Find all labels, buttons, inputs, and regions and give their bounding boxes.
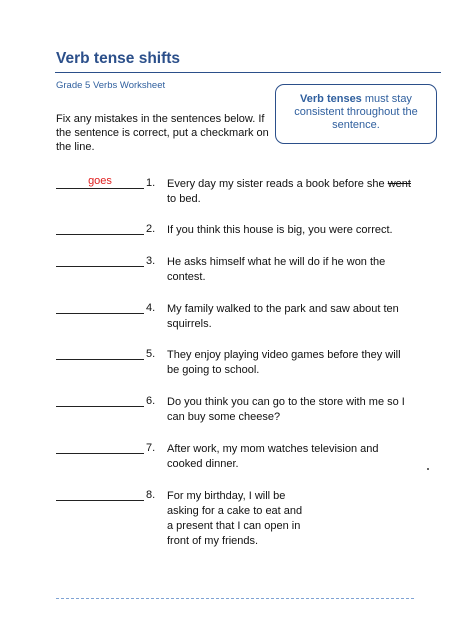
sentence-part: to bed.: [167, 193, 201, 205]
item-number: 1.: [146, 177, 156, 189]
tip-text: must stay consistent throughout the sentence.: [294, 93, 418, 131]
sentence-text: He asks himself what he will do if he won the contest.: [167, 256, 386, 283]
footer-divider: [56, 598, 414, 599]
tip-box: [275, 84, 437, 144]
item-number: 6.: [146, 395, 156, 407]
answer-line: [56, 453, 144, 454]
item-number: 4.: [146, 302, 156, 314]
answer-line: [56, 500, 144, 501]
answer-line: [56, 359, 144, 360]
stray-mark: [427, 468, 429, 470]
tip-bold-text: Verb tenses: [300, 93, 362, 105]
answer-line: [56, 313, 144, 314]
instructions-text: Fix any mistakes in the sentences below. If the sentence is correct, put a checkmark on the line.: [56, 113, 269, 153]
item-number: 8.: [146, 489, 156, 501]
item-number: 2.: [146, 223, 156, 235]
title-divider: [55, 72, 441, 73]
sentence-text: After work, my mom watches television and cooked dinner.: [167, 443, 379, 470]
item-number: 7.: [146, 442, 156, 454]
sentence-text: If you think this house is big, you were correct.: [167, 224, 393, 236]
answer-line: [56, 406, 144, 407]
sentence-text: My family walked to the park and saw about ten squirrels.: [167, 303, 399, 330]
sentence-text: They enjoy playing video games before they will be going to school.: [167, 349, 401, 376]
sentence-text: Do you think you can go to the store with me so I can buy some cheese?: [167, 396, 405, 423]
item-number: 5.: [146, 348, 156, 360]
sentence-part: Every day my sister reads a book before she: [167, 178, 388, 190]
sentence-text: For my birthday, I will be asking for a cake to eat and a present that I can open in front of my friends.: [167, 490, 303, 547]
answer-text: goes: [88, 175, 112, 187]
answer-line: [56, 188, 144, 189]
worksheet-subtitle: Grade 5 Verbs Worksheet: [56, 80, 166, 91]
struck-word: went: [387, 178, 411, 190]
answer-line: [56, 234, 144, 235]
answer-line: [56, 266, 144, 267]
item-number: 3.: [146, 255, 156, 267]
page-title: Verb tense shifts: [56, 50, 181, 67]
sentence-text: [167, 177, 415, 207]
